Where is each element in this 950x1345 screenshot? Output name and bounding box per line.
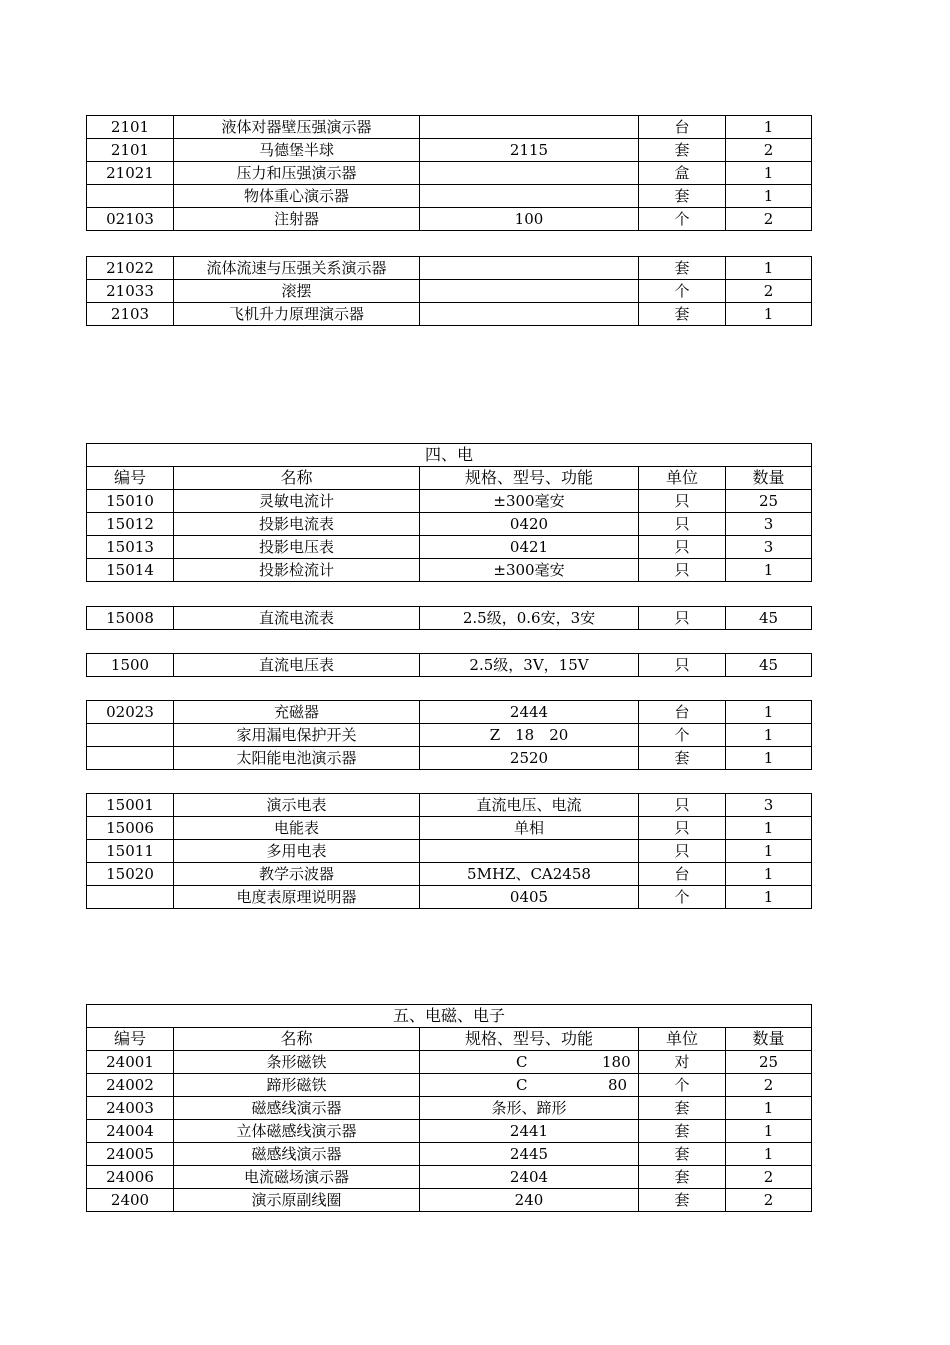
item-unit: 只 [639, 817, 726, 840]
item-qty: 2 [726, 1074, 812, 1097]
table-row [87, 257, 812, 280]
item-qty: 2 [726, 208, 812, 231]
item-qty: 45 [726, 654, 812, 677]
item-code: 2101 [87, 116, 174, 139]
item-qty: 1 [726, 701, 812, 724]
section-title: 四、电 [87, 444, 812, 467]
table-row [87, 607, 812, 630]
item-spec: ±300毫安 [420, 490, 639, 513]
item-name: 蹄形磁铁 [174, 1074, 420, 1097]
item-code [87, 185, 174, 208]
item-unit: 台 [639, 116, 726, 139]
column-header-code: 编号 [87, 1028, 174, 1051]
item-spec: 2404 [420, 1166, 639, 1189]
item-name: 投影检流计 [174, 559, 420, 582]
item-spec [420, 303, 639, 326]
item-name: 投影电压表 [174, 536, 420, 559]
item-spec: 2.5级，3V，15V [420, 654, 639, 677]
item-code: 2103 [87, 303, 174, 326]
item-code: 21022 [87, 257, 174, 280]
column-header-spec: 规格、型号、功能 [420, 467, 639, 490]
item-qty: 2 [726, 1189, 812, 1212]
item-code: 15011 [87, 840, 174, 863]
section-electricity-table [86, 443, 812, 582]
item-name: 直流电压表 [174, 654, 420, 677]
table-row [87, 280, 812, 303]
item-name: 注射器 [174, 208, 420, 231]
item-name: 灵敏电流计 [174, 490, 420, 513]
item-name: 投影电流表 [174, 513, 420, 536]
section-electricity-group-4 [86, 700, 812, 770]
item-spec: 直流电压、电流 [420, 794, 639, 817]
item-qty: 1 [726, 1120, 812, 1143]
item-name: 飞机升力原理演示器 [174, 303, 420, 326]
item-code: 2101 [87, 139, 174, 162]
item-name: 直流电流表 [174, 607, 420, 630]
item-code: 24005 [87, 1143, 174, 1166]
column-header-name: 名称 [174, 1028, 420, 1051]
table-row [87, 724, 812, 747]
section-title-row [87, 444, 812, 467]
table-row [87, 701, 812, 724]
item-spec: 0405 [420, 886, 639, 909]
item-qty: 1 [726, 257, 812, 280]
item-unit: 只 [639, 607, 726, 630]
item-qty: 1 [726, 116, 812, 139]
item-qty: 25 [726, 1051, 812, 1074]
item-code: 24006 [87, 1166, 174, 1189]
item-qty: 45 [726, 607, 812, 630]
item-name: 马德堡半球 [174, 139, 420, 162]
item-name: 电度表原理说明器 [174, 886, 420, 909]
physics-table-group-2 [86, 256, 812, 326]
item-unit: 个 [639, 280, 726, 303]
item-qty: 3 [726, 513, 812, 536]
item-code: 15006 [87, 817, 174, 840]
item-code: 2400 [87, 1189, 174, 1212]
item-unit: 台 [639, 701, 726, 724]
spec-size: 80 [608, 1076, 628, 1094]
item-unit: 套 [639, 1097, 726, 1120]
item-qty: 1 [726, 747, 812, 770]
item-name: 演示原副线圈 [174, 1189, 420, 1212]
table-row [87, 116, 812, 139]
item-code: 24003 [87, 1097, 174, 1120]
item-name: 家用漏电保护开关 [174, 724, 420, 747]
item-code: 02103 [87, 208, 174, 231]
item-spec: 2.5级，0.6安，3安 [420, 607, 639, 630]
table-row [87, 817, 812, 840]
table-row [87, 139, 812, 162]
item-unit: 盒 [639, 162, 726, 185]
item-spec [420, 1051, 639, 1074]
item-unit: 套 [639, 1120, 726, 1143]
item-code: 15010 [87, 490, 174, 513]
item-spec [420, 116, 639, 139]
item-code [87, 724, 174, 747]
item-code: 1500 [87, 654, 174, 677]
item-name: 电能表 [174, 817, 420, 840]
table-row [87, 654, 812, 677]
item-code [87, 886, 174, 909]
column-header-unit: 单位 [639, 467, 726, 490]
table-row [87, 1074, 812, 1097]
item-spec: 100 [420, 208, 639, 231]
table-row [87, 1051, 812, 1074]
item-spec: 2444 [420, 701, 639, 724]
item-unit: 套 [639, 303, 726, 326]
item-name: 充磁器 [174, 701, 420, 724]
item-unit: 对 [639, 1051, 726, 1074]
item-code: 15014 [87, 559, 174, 582]
section-electricity-group-5 [86, 793, 812, 909]
header-row [87, 467, 812, 490]
item-unit: 只 [639, 559, 726, 582]
item-name: 液体对器壁压强演示器 [174, 116, 420, 139]
section-title: 五、电磁、电子 [87, 1005, 812, 1028]
item-unit: 套 [639, 1143, 726, 1166]
spec-size: 180 [602, 1053, 631, 1071]
item-qty: 3 [726, 794, 812, 817]
item-code: 21033 [87, 280, 174, 303]
item-unit: 套 [639, 257, 726, 280]
item-spec [420, 1074, 639, 1097]
item-name: 立体磁感线演示器 [174, 1120, 420, 1143]
column-header-unit: 单位 [639, 1028, 726, 1051]
table-row [87, 1120, 812, 1143]
item-name: 压力和压强演示器 [174, 162, 420, 185]
item-name: 物体重心演示器 [174, 185, 420, 208]
section-title-row [87, 1005, 812, 1028]
spec-model: C [516, 1076, 528, 1094]
item-unit: 个 [639, 1074, 726, 1097]
item-spec [420, 257, 639, 280]
table-row [87, 794, 812, 817]
item-qty: 25 [726, 490, 812, 513]
item-name: 电流磁场演示器 [174, 1166, 420, 1189]
item-unit: 套 [639, 1189, 726, 1212]
column-header-qty: 数量 [726, 467, 812, 490]
spec-model: C [516, 1053, 528, 1071]
item-code: 15020 [87, 863, 174, 886]
item-name: 滚摆 [174, 280, 420, 303]
item-spec: 2441 [420, 1120, 639, 1143]
item-name: 磁感线演示器 [174, 1097, 420, 1120]
table-row [87, 1166, 812, 1189]
item-spec [420, 840, 639, 863]
item-unit: 只 [639, 536, 726, 559]
table-row [87, 185, 812, 208]
item-qty: 1 [726, 185, 812, 208]
item-qty: 1 [726, 162, 812, 185]
item-unit: 个 [639, 208, 726, 231]
table-row [87, 886, 812, 909]
table-row [87, 162, 812, 185]
item-qty: 1 [726, 724, 812, 747]
item-name: 磁感线演示器 [174, 1143, 420, 1166]
item-unit: 套 [639, 185, 726, 208]
table-row [87, 1143, 812, 1166]
item-code: 02023 [87, 701, 174, 724]
item-spec: 5MHZ、CA2458 [420, 863, 639, 886]
item-unit: 只 [639, 794, 726, 817]
item-unit: 套 [639, 139, 726, 162]
table-row [87, 559, 812, 582]
item-spec: 单相 [420, 817, 639, 840]
item-code: 15013 [87, 536, 174, 559]
item-spec [420, 185, 639, 208]
table-row [87, 863, 812, 886]
item-code [87, 747, 174, 770]
table-row [87, 840, 812, 863]
item-name: 条形磁铁 [174, 1051, 420, 1074]
item-unit: 只 [639, 490, 726, 513]
item-code: 15001 [87, 794, 174, 817]
column-header-code: 编号 [87, 467, 174, 490]
item-qty: 1 [726, 1143, 812, 1166]
item-unit: 个 [639, 724, 726, 747]
item-name: 演示电表 [174, 794, 420, 817]
item-code: 21021 [87, 162, 174, 185]
item-code: 24002 [87, 1074, 174, 1097]
item-spec: 0420 [420, 513, 639, 536]
item-spec: 条形、蹄形 [420, 1097, 639, 1120]
item-spec: ±300毫安 [420, 559, 639, 582]
item-code: 24001 [87, 1051, 174, 1074]
item-spec: 240 [420, 1189, 639, 1212]
table-row [87, 747, 812, 770]
column-header-name: 名称 [174, 467, 420, 490]
item-qty: 1 [726, 559, 812, 582]
item-unit: 只 [639, 840, 726, 863]
item-qty: 1 [726, 840, 812, 863]
section-electricity-group-3 [86, 653, 812, 677]
item-unit: 套 [639, 1166, 726, 1189]
section-electricity-group-2 [86, 606, 812, 630]
table-row [87, 1097, 812, 1120]
item-name: 流体流速与压强关系演示器 [174, 257, 420, 280]
item-unit: 台 [639, 863, 726, 886]
item-qty: 1 [726, 886, 812, 909]
item-qty: 3 [726, 536, 812, 559]
item-code: 15012 [87, 513, 174, 536]
item-spec: 2445 [420, 1143, 639, 1166]
item-spec [420, 280, 639, 303]
column-header-spec: 规格、型号、功能 [420, 1028, 639, 1051]
table-row [87, 1189, 812, 1212]
item-qty: 1 [726, 817, 812, 840]
table-row [87, 490, 812, 513]
item-qty: 1 [726, 863, 812, 886]
item-qty: 2 [726, 1166, 812, 1189]
physics-table-group-1 [86, 115, 812, 231]
item-name: 多用电表 [174, 840, 420, 863]
table-row [87, 303, 812, 326]
table-row [87, 536, 812, 559]
item-code: 15008 [87, 607, 174, 630]
item-unit: 个 [639, 886, 726, 909]
header-row [87, 1028, 812, 1051]
column-header-qty: 数量 [726, 1028, 812, 1051]
item-name: 太阳能电池演示器 [174, 747, 420, 770]
item-name: 教学示波器 [174, 863, 420, 886]
item-spec: 0421 [420, 536, 639, 559]
item-qty: 1 [726, 1097, 812, 1120]
item-spec: 2520 [420, 747, 639, 770]
item-unit: 只 [639, 654, 726, 677]
table-row [87, 513, 812, 536]
item-unit: 套 [639, 747, 726, 770]
item-spec: 2115 [420, 139, 639, 162]
item-spec: Z 18 20 [420, 724, 639, 747]
item-unit: 只 [639, 513, 726, 536]
item-qty: 2 [726, 280, 812, 303]
section-electromagnetism-table [86, 1004, 812, 1212]
item-qty: 2 [726, 139, 812, 162]
item-qty: 1 [726, 303, 812, 326]
item-code: 24004 [87, 1120, 174, 1143]
table-row [87, 208, 812, 231]
item-spec [420, 162, 639, 185]
